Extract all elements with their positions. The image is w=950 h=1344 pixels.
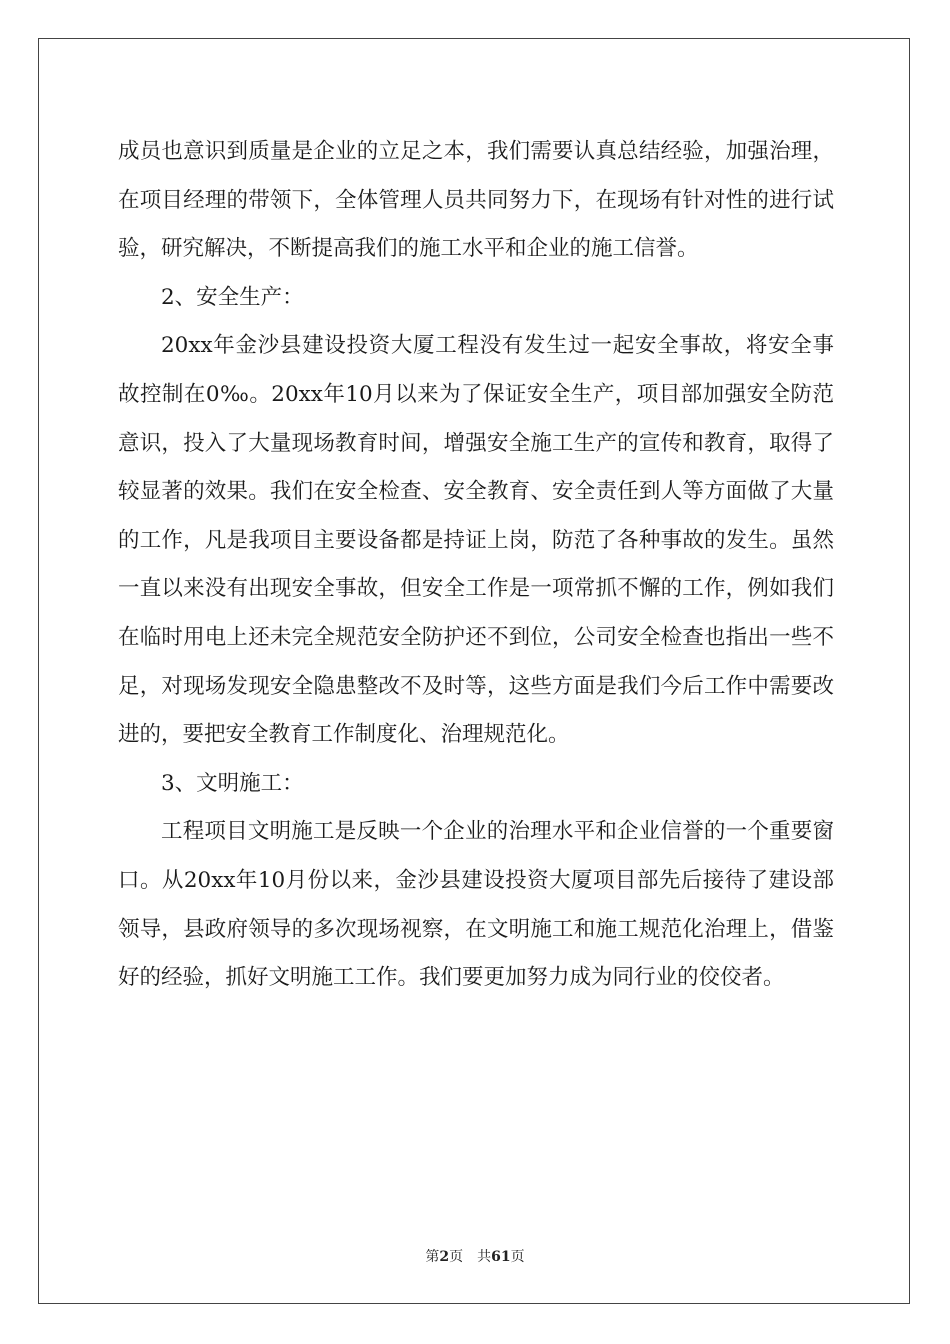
page-number: 2 bbox=[439, 1249, 450, 1265]
total-prefix: 共 bbox=[477, 1249, 492, 1265]
heading-safety-production: 2、安全生产： bbox=[161, 284, 304, 310]
paragraph-safety-production: 20xx年金沙县建设投资大厦工程没有发生过一起安全事故，将安全事故控制在0‰。20xx年10月以来为了保证安全生产，项目部加强安全防范意识，投入了大量现场教育时间，增强安全施工生产的宣传和教育，取得了较显著的效果。我们在安全检查、安全教育、安全责任到人等方面做了大量的工作，凡是我项目主要设备都是持证上岗，防范了各种事故的发生。虽然一直以来没有出现安全事故，但安全工作是一项常抓不懈的工作，例如我们在临时用电上还未完全规范安全防护还不到位，公司安全检查也指出一些不足，对现场发现安全隐患整改不及时等，这些方面是我们今后工作中需要改进的，要把安全教育工作制度化、治理规范化。 bbox=[118, 333, 834, 748]
total-suffix: 页 bbox=[510, 1249, 525, 1265]
page-suffix: 页 bbox=[449, 1249, 464, 1265]
heading-civilized-construction: 3、文明施工： bbox=[161, 770, 304, 796]
total-pages: 61 bbox=[491, 1249, 511, 1265]
paragraph-civilized-construction: 工程项目文明施工是反映一个企业的治理水平和企业信誉的一个重要窗口。从20xx年10月份以来，金沙县建设投资大厦项目部先后接待了建设部领导，县政府领导的多次现场视察，在文明施工和施工规范化治理上，借鉴好的经验，抓好文明施工工作。我们要更加努力成为同行业的佼佼者。 bbox=[118, 819, 834, 991]
page-footer bbox=[0, 1246, 950, 1266]
page-prefix: 第 bbox=[425, 1249, 440, 1265]
document-body bbox=[118, 128, 834, 1003]
paragraph-quality-summary: 成员也意识到质量是企业的立足之本，我们需要认真总结经验，加强治理，在项目经理的带领下，全体管理人员共同努力下，在现场有针对性的进行试验，研究解决，不断提高我们的施工水平和企业的施工信誉。 bbox=[118, 139, 834, 262]
